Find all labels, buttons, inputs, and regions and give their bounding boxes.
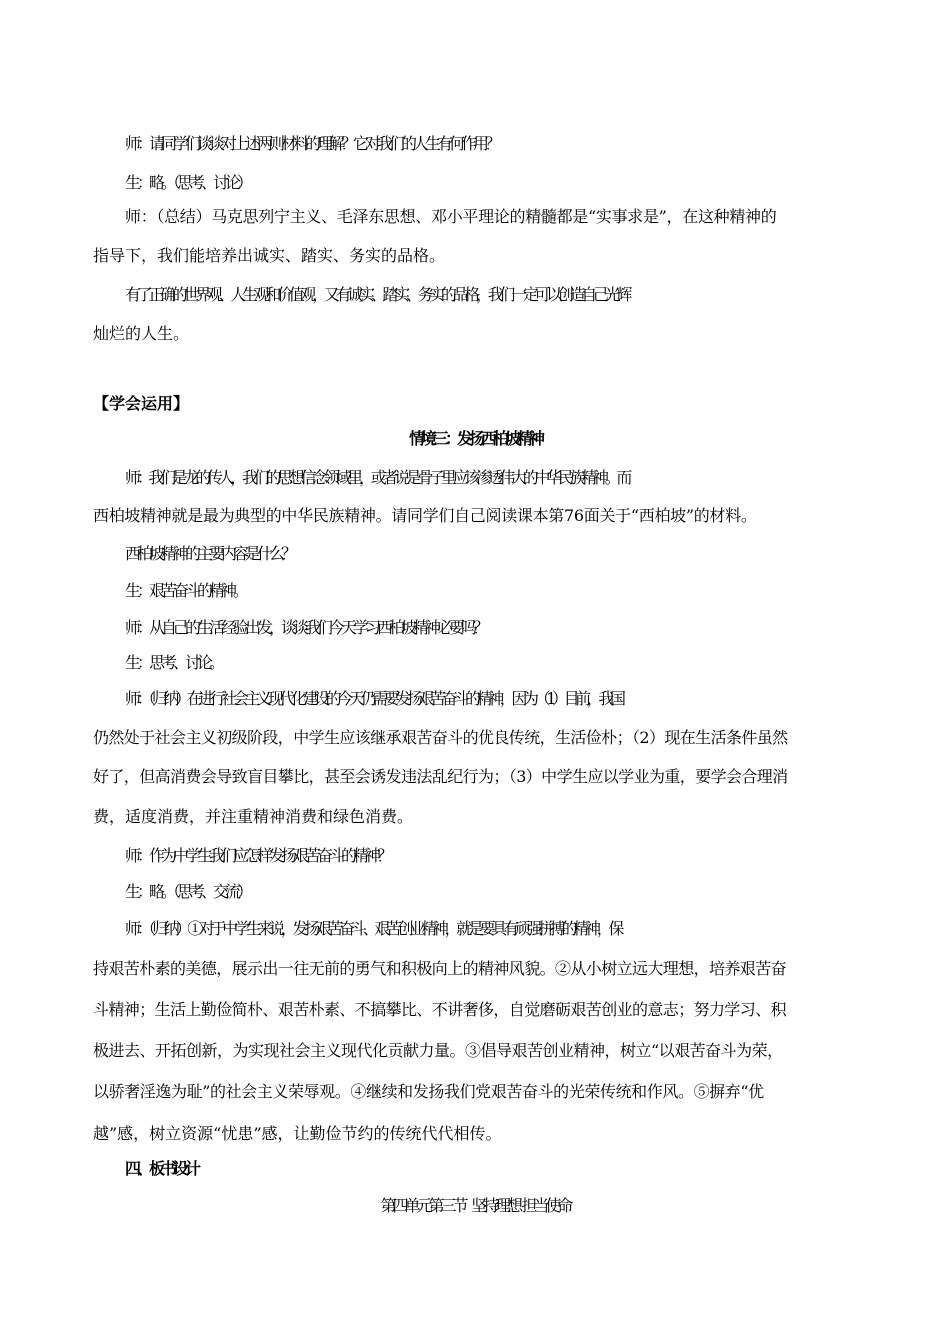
paragraph-line: 生：略。（思考、交流） xyxy=(125,882,250,901)
paragraph-line: 极进去、开拓创新，为实现社会主义现代化贡献力量。③倡导艰苦创业精神，树立“以艰苦奋斗为荣， xyxy=(93,1041,783,1060)
paragraph-line: 仍然处于社会主义初级阶段，中学生应该继承艰苦奋斗的优良传统，生活俭朴；（2）现在生活条件虽然 xyxy=(93,728,788,747)
paragraph-line: 西柏坡精神的主要内容是什么？ xyxy=(125,544,294,563)
paragraph-line: 生：艰苦奋斗的精神。 xyxy=(125,581,246,600)
section-heading: 【学会运用】 xyxy=(93,394,190,413)
paragraph-line: 灿烂的人生。 xyxy=(93,324,190,343)
paragraph-line: 师：作为中学生我们应怎样发扬艰苦奋斗的精神？ xyxy=(125,846,390,865)
paragraph-line: 费，适度消费，并注重精神消费和绿色消费。 xyxy=(93,807,414,826)
section-heading: 四、板书设计 xyxy=(125,1159,198,1178)
paragraph-line: 生：略。（思考、讨论） xyxy=(125,173,250,192)
paragraph-line: 斗精神；生活上勤俭简朴、艰苦朴素、不搞攀比、不讲奢侈，自觉磨砺艰苦创业的意志；努力学习、积 xyxy=(93,1000,787,1019)
paragraph-line: 师：（归纳）①对于中学生来说，发扬艰苦奋斗、艰苦创业精神，就是要具有顽强拼搏的精神，保 xyxy=(125,919,621,938)
paragraph-line: 指导下，我们能培养出诚实、踏实、务实的品格。 xyxy=(93,246,446,265)
paragraph-line: 以骄奢淫逸为耻”的社会主义荣辱观。④继续和发扬我们党艰苦奋斗的光荣传统和作风。⑤摒弃“优 xyxy=(93,1082,764,1101)
paragraph-line: 师：我们是龙的传人，我们的思想信念领域里，或者说是骨子里应该渗透伟大的中华民族精神。而 xyxy=(125,468,629,487)
paragraph-line: 生：思考、讨论。 xyxy=(125,653,222,672)
paragraph-line: 持艰苦朴素的美德，展示出一往无前的勇气和积极向上的精神风貌。②从小树立远大理想，培养艰苦奋 xyxy=(93,959,787,978)
paragraph-line: 好了，但高消费会导致盲目攀比，甚至会诱发违法乱纪行为；（3）中学生应以学业为重，要学会合理消 xyxy=(93,767,788,786)
board-design-title: 第四单元第三节 坚持理想 担当使命 xyxy=(380,1196,570,1215)
scenario-title: 情境三：发扬西柏坡精神 xyxy=(408,429,541,448)
paragraph-line: 西柏坡精神就是最为典型的中华民族精神。请同学们自己阅读课本第76面关于“西柏坡”的材料。 xyxy=(93,506,757,525)
paragraph-line: 师：请同学们谈谈对上述两则材料的理解？它对我们的人生有何作用？ xyxy=(125,134,498,153)
paragraph-line: 有了正确的世界观、人生观和价值观，又有诚实、踏实、务实的品格，我们一定可以创造自己光辉 xyxy=(125,285,629,304)
paragraph-line: 越”感，树立资源“忧患”感，让勤俭节约的传统代代相传。 xyxy=(93,1124,502,1143)
paragraph-line: 师：（总结）马克思列宁主义、毛泽东思想、邓小平理论的精髓都是“实事求是”，在这种精神的 xyxy=(125,207,777,226)
paragraph-line: 师：从自己的生活经验出发，谈谈我们今天学习西柏坡精神必要吗？ xyxy=(125,618,486,637)
paragraph-line: 师：（归纳）在进行社会主义现代化建设的今天仍需要发扬艰苦奋斗的精神，因为（1）目前，我国 xyxy=(125,689,622,708)
